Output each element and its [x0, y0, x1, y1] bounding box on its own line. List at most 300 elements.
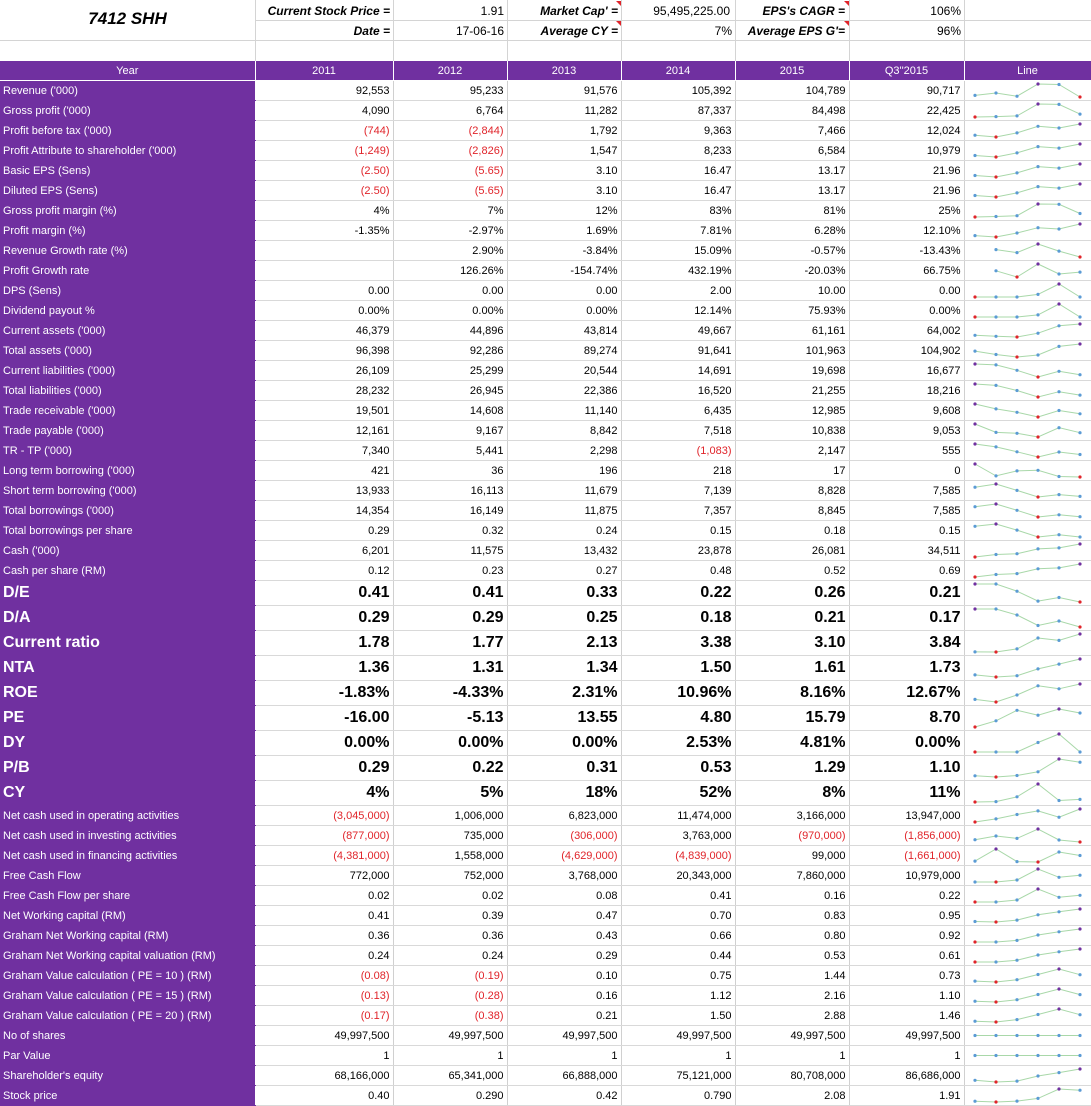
value-cell[interactable]: 1.73: [849, 656, 964, 681]
value-cell[interactable]: 0.53: [621, 756, 735, 781]
current-stock-price-value[interactable]: 1.91: [480, 4, 504, 18]
value-cell[interactable]: 21.96: [849, 181, 964, 201]
value-cell[interactable]: 0.47: [507, 906, 621, 926]
row-label[interactable]: P/B: [0, 756, 255, 781]
sparkline-cell[interactable]: [964, 421, 1091, 441]
value-cell[interactable]: 16,149: [393, 501, 507, 521]
value-cell[interactable]: 7.81%: [621, 221, 735, 241]
value-cell[interactable]: 43,814: [507, 321, 621, 341]
sparkline-cell[interactable]: [964, 161, 1091, 181]
value-cell[interactable]: 20,544: [507, 361, 621, 381]
value-cell[interactable]: 14,608: [393, 401, 507, 421]
value-cell[interactable]: (4,839,000): [621, 846, 735, 866]
value-cell[interactable]: 0.29: [255, 756, 393, 781]
value-cell[interactable]: 0.08: [507, 886, 621, 906]
value-cell[interactable]: 3,763,000: [621, 826, 735, 846]
value-cell[interactable]: 1.77: [393, 631, 507, 656]
row-label[interactable]: Trade payable ('000): [0, 421, 255, 441]
value-cell[interactable]: 0.80: [735, 926, 849, 946]
row-label[interactable]: Par Value: [0, 1046, 255, 1066]
average-cy-value[interactable]: 7%: [714, 24, 732, 38]
row-label[interactable]: Profit Attribute to shareholder ('000): [0, 141, 255, 161]
value-cell[interactable]: 1.44: [735, 966, 849, 986]
value-cell[interactable]: (1,661,000): [849, 846, 964, 866]
value-cell[interactable]: 735,000: [393, 826, 507, 846]
value-cell[interactable]: 0.18: [621, 606, 735, 631]
value-cell[interactable]: 0.00: [255, 281, 393, 301]
value-cell[interactable]: 0.22: [393, 756, 507, 781]
value-cell[interactable]: 49,667: [621, 321, 735, 341]
value-cell[interactable]: 0.52: [735, 561, 849, 581]
value-cell[interactable]: 26,081: [735, 541, 849, 561]
value-cell[interactable]: 0.41: [621, 886, 735, 906]
value-cell[interactable]: 14,691: [621, 361, 735, 381]
value-cell[interactable]: 26,945: [393, 381, 507, 401]
value-cell[interactable]: 0.29: [255, 521, 393, 541]
value-cell[interactable]: 8,842: [507, 421, 621, 441]
row-label[interactable]: Long term borrowing ('000): [0, 461, 255, 481]
value-cell[interactable]: 10,838: [735, 421, 849, 441]
value-cell[interactable]: 11%: [849, 781, 964, 806]
value-cell[interactable]: -5.13: [393, 706, 507, 731]
row-label[interactable]: Trade receivable ('000): [0, 401, 255, 421]
value-cell[interactable]: 11,679: [507, 481, 621, 501]
value-cell[interactable]: 7,357: [621, 501, 735, 521]
value-cell[interactable]: 0.00%: [255, 731, 393, 756]
value-cell[interactable]: (2.50): [255, 181, 393, 201]
value-cell[interactable]: 34,511: [849, 541, 964, 561]
sparkline-cell[interactable]: [964, 301, 1091, 321]
value-cell[interactable]: 0.42: [507, 1086, 621, 1106]
value-cell[interactable]: 2.08: [735, 1086, 849, 1106]
value-cell[interactable]: (0.19): [393, 966, 507, 986]
value-cell[interactable]: 0.75: [621, 966, 735, 986]
value-cell[interactable]: 0.73: [849, 966, 964, 986]
value-cell[interactable]: 0.00: [507, 281, 621, 301]
value-cell[interactable]: 0.69: [849, 561, 964, 581]
value-cell[interactable]: 6,435: [621, 401, 735, 421]
value-cell[interactable]: 11,875: [507, 501, 621, 521]
value-cell[interactable]: 75.93%: [735, 301, 849, 321]
value-cell[interactable]: 0.41: [255, 906, 393, 926]
value-cell[interactable]: 75,121,000: [621, 1066, 735, 1086]
column-header[interactable]: 2014: [621, 61, 735, 81]
sparkline-cell[interactable]: [964, 1086, 1091, 1106]
value-cell[interactable]: 2.88: [735, 1006, 849, 1026]
value-cell[interactable]: 49,997,500: [621, 1026, 735, 1046]
value-cell[interactable]: 1,792: [507, 121, 621, 141]
value-cell[interactable]: 196: [507, 461, 621, 481]
value-cell[interactable]: 0.92: [849, 926, 964, 946]
value-cell[interactable]: 1.91: [849, 1086, 964, 1106]
value-cell[interactable]: 0.00%: [393, 301, 507, 321]
value-cell[interactable]: 0.70: [621, 906, 735, 926]
row-label[interactable]: Graham Value calculation ( PE = 15 ) (RM): [0, 986, 255, 1006]
value-cell[interactable]: 13.17: [735, 181, 849, 201]
value-cell[interactable]: (4,381,000): [255, 846, 393, 866]
value-cell[interactable]: 1: [849, 1046, 964, 1066]
sparkline-cell[interactable]: [964, 341, 1091, 361]
value-cell[interactable]: 0.26: [735, 581, 849, 606]
value-cell[interactable]: 9,608: [849, 401, 964, 421]
row-label[interactable]: Diluted EPS (Sens): [0, 181, 255, 201]
value-cell[interactable]: -20.03%: [735, 261, 849, 281]
value-cell[interactable]: 0.16: [735, 886, 849, 906]
value-cell[interactable]: 11,282: [507, 101, 621, 121]
value-cell[interactable]: 0.00: [849, 281, 964, 301]
row-label[interactable]: Net Working capital (RM): [0, 906, 255, 926]
value-cell[interactable]: 20,343,000: [621, 866, 735, 886]
row-label[interactable]: Revenue Growth rate (%): [0, 241, 255, 261]
value-cell[interactable]: 12.67%: [849, 681, 964, 706]
sparkline-cell[interactable]: [964, 581, 1091, 606]
value-cell[interactable]: 6.28%: [735, 221, 849, 241]
value-cell[interactable]: 1.31: [393, 656, 507, 681]
value-cell[interactable]: -13.43%: [849, 241, 964, 261]
value-cell[interactable]: 1.36: [255, 656, 393, 681]
row-label[interactable]: Free Cash Flow per share: [0, 886, 255, 906]
row-label[interactable]: DPS (Sens): [0, 281, 255, 301]
value-cell[interactable]: 10,979,000: [849, 866, 964, 886]
value-cell[interactable]: (2.50): [255, 161, 393, 181]
sparkline-cell[interactable]: [964, 141, 1091, 161]
value-cell[interactable]: 0.21: [735, 606, 849, 631]
sparkline-cell[interactable]: [964, 321, 1091, 341]
value-cell[interactable]: 7%: [393, 201, 507, 221]
value-cell[interactable]: 2.16: [735, 986, 849, 1006]
row-label[interactable]: Net cash used in financing activities: [0, 846, 255, 866]
value-cell[interactable]: 23,878: [621, 541, 735, 561]
column-header[interactable]: Line: [964, 61, 1091, 81]
value-cell[interactable]: 0.22: [849, 886, 964, 906]
value-cell[interactable]: 16.47: [621, 181, 735, 201]
value-cell[interactable]: 84,498: [735, 101, 849, 121]
sparkline-cell[interactable]: [964, 461, 1091, 481]
column-header[interactable]: Year: [0, 61, 255, 81]
value-cell[interactable]: 0.43: [507, 926, 621, 946]
value-cell[interactable]: 28,232: [255, 381, 393, 401]
value-cell[interactable]: 83%: [621, 201, 735, 221]
value-cell[interactable]: (1,249): [255, 141, 393, 161]
sparkline-cell[interactable]: [964, 81, 1091, 101]
value-cell[interactable]: 0.44: [621, 946, 735, 966]
row-label[interactable]: Current ratio: [0, 631, 255, 656]
value-cell[interactable]: (0.08): [255, 966, 393, 986]
value-cell[interactable]: 0.02: [255, 886, 393, 906]
value-cell[interactable]: 14,354: [255, 501, 393, 521]
value-cell[interactable]: 0.36: [393, 926, 507, 946]
value-cell[interactable]: 5%: [393, 781, 507, 806]
value-cell[interactable]: (744): [255, 121, 393, 141]
value-cell[interactable]: 61,161: [735, 321, 849, 341]
row-label[interactable]: Profit margin (%): [0, 221, 255, 241]
value-cell[interactable]: 3.10: [507, 181, 621, 201]
sparkline-cell[interactable]: [964, 521, 1091, 541]
sparkline-cell[interactable]: [964, 541, 1091, 561]
value-cell[interactable]: 0.33: [507, 581, 621, 606]
value-cell[interactable]: 92,553: [255, 81, 393, 101]
value-cell[interactable]: 2,147: [735, 441, 849, 461]
value-cell[interactable]: (0.28): [393, 986, 507, 1006]
sparkline-cell[interactable]: [964, 926, 1091, 946]
value-cell[interactable]: 6,584: [735, 141, 849, 161]
value-cell[interactable]: 36: [393, 461, 507, 481]
value-cell[interactable]: 86,686,000: [849, 1066, 964, 1086]
value-cell[interactable]: 91,641: [621, 341, 735, 361]
value-cell[interactable]: 0.61: [849, 946, 964, 966]
value-cell[interactable]: 3.10: [507, 161, 621, 181]
value-cell[interactable]: 4%: [255, 201, 393, 221]
sparkline-cell[interactable]: [964, 441, 1091, 461]
sparkline-cell[interactable]: [964, 561, 1091, 581]
date-value[interactable]: 17-06-16: [455, 24, 504, 38]
value-cell[interactable]: 22,425: [849, 101, 964, 121]
sparkline-cell[interactable]: [964, 181, 1091, 201]
value-cell[interactable]: 1: [393, 1046, 507, 1066]
sparkline-cell[interactable]: [964, 846, 1091, 866]
value-cell[interactable]: 81%: [735, 201, 849, 221]
sparkline-cell[interactable]: [964, 101, 1091, 121]
value-cell[interactable]: 218: [621, 461, 735, 481]
value-cell[interactable]: 16.47: [621, 161, 735, 181]
row-label[interactable]: Total assets ('000): [0, 341, 255, 361]
value-cell[interactable]: 25,299: [393, 361, 507, 381]
value-cell[interactable]: 87,337: [621, 101, 735, 121]
sparkline-cell[interactable]: [964, 201, 1091, 221]
row-label[interactable]: Graham Net Working capital valuation (RM): [0, 946, 255, 966]
value-cell[interactable]: (0.17): [255, 1006, 393, 1026]
column-header[interactable]: 2015: [735, 61, 849, 81]
value-cell[interactable]: 126.26%: [393, 261, 507, 281]
value-cell[interactable]: 432.19%: [621, 261, 735, 281]
value-cell[interactable]: 13,947,000: [849, 806, 964, 826]
row-label[interactable]: CY: [0, 781, 255, 806]
value-cell[interactable]: 25%: [849, 201, 964, 221]
value-cell[interactable]: (2,844): [393, 121, 507, 141]
value-cell[interactable]: 19,698: [735, 361, 849, 381]
value-cell[interactable]: 0.39: [393, 906, 507, 926]
value-cell[interactable]: 66,888,000: [507, 1066, 621, 1086]
value-cell[interactable]: 0.15: [849, 521, 964, 541]
value-cell[interactable]: 6,201: [255, 541, 393, 561]
row-label[interactable]: Free Cash Flow: [0, 866, 255, 886]
value-cell[interactable]: 9,053: [849, 421, 964, 441]
column-header[interactable]: 2013: [507, 61, 621, 81]
value-cell[interactable]: 1: [255, 1046, 393, 1066]
sparkline-cell[interactable]: [964, 1026, 1091, 1046]
value-cell[interactable]: -1.83%: [255, 681, 393, 706]
value-cell[interactable]: 18%: [507, 781, 621, 806]
value-cell[interactable]: 4.81%: [735, 731, 849, 756]
row-label[interactable]: PE: [0, 706, 255, 731]
value-cell[interactable]: 0.00%: [393, 731, 507, 756]
value-cell[interactable]: 1: [735, 1046, 849, 1066]
row-label[interactable]: Gross profit ('000): [0, 101, 255, 121]
sparkline-cell[interactable]: [964, 866, 1091, 886]
value-cell[interactable]: (877,000): [255, 826, 393, 846]
value-cell[interactable]: 1.34: [507, 656, 621, 681]
value-cell[interactable]: 2,298: [507, 441, 621, 461]
row-label[interactable]: Total borrowings per share: [0, 521, 255, 541]
value-cell[interactable]: 8,845: [735, 501, 849, 521]
value-cell[interactable]: 95,233: [393, 81, 507, 101]
value-cell[interactable]: 0.95: [849, 906, 964, 926]
value-cell[interactable]: 8,233: [621, 141, 735, 161]
value-cell[interactable]: 8.16%: [735, 681, 849, 706]
value-cell[interactable]: 11,575: [393, 541, 507, 561]
value-cell[interactable]: 3,768,000: [507, 866, 621, 886]
row-label[interactable]: Current liabilities ('000): [0, 361, 255, 381]
value-cell[interactable]: 1.61: [735, 656, 849, 681]
value-cell[interactable]: 8%: [735, 781, 849, 806]
value-cell[interactable]: 0.36: [255, 926, 393, 946]
value-cell[interactable]: 9,363: [621, 121, 735, 141]
value-cell[interactable]: 2.31%: [507, 681, 621, 706]
row-label[interactable]: Graham Value calculation ( PE = 20 ) (RM): [0, 1006, 255, 1026]
value-cell[interactable]: 16,113: [393, 481, 507, 501]
row-label[interactable]: Short term borrowing ('000): [0, 481, 255, 501]
value-cell[interactable]: 4,090: [255, 101, 393, 121]
value-cell[interactable]: 0.29: [255, 606, 393, 631]
value-cell[interactable]: 104,902: [849, 341, 964, 361]
value-cell[interactable]: 0.16: [507, 986, 621, 1006]
value-cell[interactable]: 104,789: [735, 81, 849, 101]
value-cell[interactable]: 0.29: [393, 606, 507, 631]
value-cell[interactable]: 21.96: [849, 161, 964, 181]
column-header[interactable]: 2011: [255, 61, 393, 81]
value-cell[interactable]: 92,286: [393, 341, 507, 361]
sparkline-cell[interactable]: [964, 401, 1091, 421]
value-cell[interactable]: 0.00%: [507, 301, 621, 321]
sparkline-cell[interactable]: [964, 966, 1091, 986]
value-cell[interactable]: 64,002: [849, 321, 964, 341]
value-cell[interactable]: 1,547: [507, 141, 621, 161]
value-cell[interactable]: (970,000): [735, 826, 849, 846]
value-cell[interactable]: (3,045,000): [255, 806, 393, 826]
value-cell[interactable]: 0.18: [735, 521, 849, 541]
value-cell[interactable]: 0.02: [393, 886, 507, 906]
value-cell[interactable]: 0.29: [507, 946, 621, 966]
value-cell[interactable]: 0.10: [507, 966, 621, 986]
row-label[interactable]: Profit before tax ('000): [0, 121, 255, 141]
value-cell[interactable]: 0.00%: [255, 301, 393, 321]
value-cell[interactable]: 0.00%: [507, 731, 621, 756]
value-cell[interactable]: 0.12: [255, 561, 393, 581]
value-cell[interactable]: 1.10: [849, 986, 964, 1006]
value-cell[interactable]: (4,629,000): [507, 846, 621, 866]
sparkline-cell[interactable]: [964, 1006, 1091, 1026]
value-cell[interactable]: 1.29: [735, 756, 849, 781]
value-cell[interactable]: 16,520: [621, 381, 735, 401]
value-cell[interactable]: 13.17: [735, 161, 849, 181]
value-cell[interactable]: -154.74%: [507, 261, 621, 281]
value-cell[interactable]: 89,274: [507, 341, 621, 361]
value-cell[interactable]: 11,474,000: [621, 806, 735, 826]
value-cell[interactable]: 4.80: [621, 706, 735, 731]
value-cell[interactable]: 49,997,500: [849, 1026, 964, 1046]
value-cell[interactable]: 7,466: [735, 121, 849, 141]
sparkline-cell[interactable]: [964, 361, 1091, 381]
value-cell[interactable]: 49,997,500: [255, 1026, 393, 1046]
value-cell[interactable]: 0.24: [255, 946, 393, 966]
value-cell[interactable]: [255, 241, 393, 261]
value-cell[interactable]: 15.79: [735, 706, 849, 731]
sparkline-cell[interactable]: [964, 806, 1091, 826]
row-label[interactable]: ROE: [0, 681, 255, 706]
value-cell[interactable]: 99,000: [735, 846, 849, 866]
value-cell[interactable]: 0.790: [621, 1086, 735, 1106]
value-cell[interactable]: (0.38): [393, 1006, 507, 1026]
comment-marker-icon[interactable]: [616, 21, 621, 26]
value-cell[interactable]: 49,997,500: [735, 1026, 849, 1046]
value-cell[interactable]: 1.46: [849, 1006, 964, 1026]
row-label[interactable]: Cash ('000): [0, 541, 255, 561]
value-cell[interactable]: 8.70: [849, 706, 964, 731]
value-cell[interactable]: 2.00: [621, 281, 735, 301]
row-label[interactable]: Profit Growth rate: [0, 261, 255, 281]
value-cell[interactable]: [255, 261, 393, 281]
value-cell[interactable]: 7,139: [621, 481, 735, 501]
sparkline-cell[interactable]: [964, 706, 1091, 731]
comment-marker-icon[interactable]: [844, 1, 849, 6]
sparkline-cell[interactable]: [964, 1046, 1091, 1066]
row-label[interactable]: DY: [0, 731, 255, 756]
value-cell[interactable]: 17: [735, 461, 849, 481]
sparkline-cell[interactable]: [964, 281, 1091, 301]
value-cell[interactable]: -2.97%: [393, 221, 507, 241]
value-cell[interactable]: (2,826): [393, 141, 507, 161]
sparkline-cell[interactable]: [964, 731, 1091, 756]
value-cell[interactable]: 3.84: [849, 631, 964, 656]
value-cell[interactable]: -0.57%: [735, 241, 849, 261]
row-label[interactable]: Cash per share (RM): [0, 561, 255, 581]
value-cell[interactable]: 0.00%: [849, 731, 964, 756]
row-label[interactable]: Net cash used in investing activities: [0, 826, 255, 846]
value-cell[interactable]: 0.21: [507, 1006, 621, 1026]
value-cell[interactable]: 6,823,000: [507, 806, 621, 826]
value-cell[interactable]: 7,340: [255, 441, 393, 461]
value-cell[interactable]: 0.41: [255, 581, 393, 606]
row-label[interactable]: Net cash used in operating activities: [0, 806, 255, 826]
value-cell[interactable]: -1.35%: [255, 221, 393, 241]
value-cell[interactable]: 9,167: [393, 421, 507, 441]
value-cell[interactable]: 555: [849, 441, 964, 461]
value-cell[interactable]: 0.15: [621, 521, 735, 541]
row-label[interactable]: Basic EPS (Sens): [0, 161, 255, 181]
row-label[interactable]: Graham Value calculation ( PE = 10 ) (RM): [0, 966, 255, 986]
comment-marker-icon[interactable]: [844, 21, 849, 26]
row-label[interactable]: TR - TP ('000): [0, 441, 255, 461]
value-cell[interactable]: 10.00: [735, 281, 849, 301]
value-cell[interactable]: 46,379: [255, 321, 393, 341]
row-label[interactable]: Dividend payout %: [0, 301, 255, 321]
row-label[interactable]: Graham Net Working capital (RM): [0, 926, 255, 946]
value-cell[interactable]: 15.09%: [621, 241, 735, 261]
value-cell[interactable]: 1.78: [255, 631, 393, 656]
value-cell[interactable]: 0.40: [255, 1086, 393, 1106]
value-cell[interactable]: 10,979: [849, 141, 964, 161]
row-label[interactable]: Revenue ('000): [0, 81, 255, 101]
value-cell[interactable]: (5.65): [393, 181, 507, 201]
value-cell[interactable]: 52%: [621, 781, 735, 806]
value-cell[interactable]: 13,432: [507, 541, 621, 561]
value-cell[interactable]: 49,997,500: [393, 1026, 507, 1046]
value-cell[interactable]: 0.24: [393, 946, 507, 966]
sparkline-cell[interactable]: [964, 241, 1091, 261]
row-label[interactable]: Total borrowings ('000): [0, 501, 255, 521]
row-label[interactable]: Current assets ('000): [0, 321, 255, 341]
value-cell[interactable]: 8,828: [735, 481, 849, 501]
